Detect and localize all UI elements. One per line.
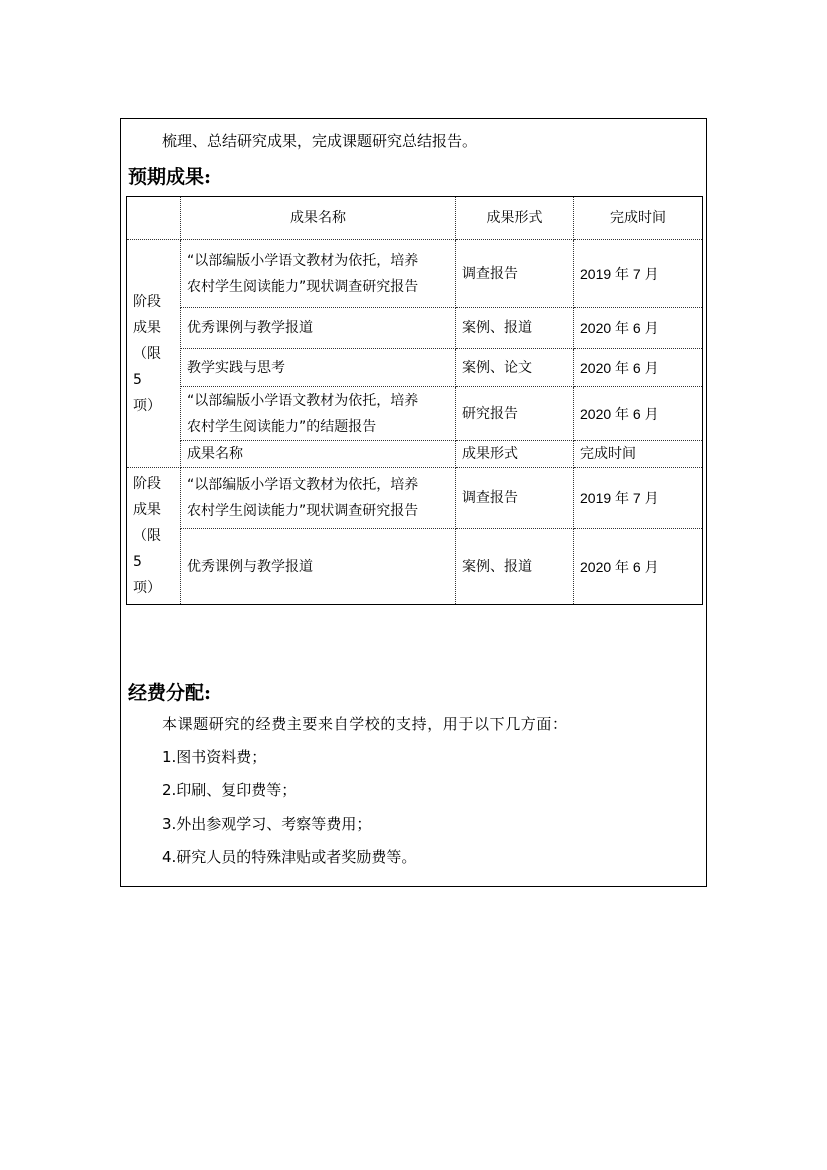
subheader-time: 完成时间 bbox=[574, 441, 703, 468]
header-name: 成果名称 bbox=[181, 197, 456, 240]
funding-item: 3.外出参观学习、考察等费用； bbox=[162, 815, 372, 833]
funding-item: 2.印刷、复印费等； bbox=[162, 781, 297, 799]
table-row bbox=[127, 349, 703, 387]
expected-results-heading: 预期成果: bbox=[128, 166, 212, 188]
result-time: 2019 年 7 月 bbox=[574, 468, 703, 529]
intro-text: 梳理、总结研究成果，完成课题研究总结报告。 bbox=[162, 132, 478, 150]
result-form: 案例、报道 bbox=[456, 529, 574, 605]
header-time: 完成时间 bbox=[574, 197, 703, 240]
result-time: 2019 年 7 月 bbox=[574, 240, 703, 308]
table-header-row bbox=[127, 197, 703, 240]
result-form: 调查报告 bbox=[456, 468, 574, 529]
results-table bbox=[126, 196, 703, 605]
result-name: “以部编版小学语文教材为依托，培养 农村学生阅读能力”现状调查研究报告 bbox=[181, 240, 456, 308]
result-form: 案例、论文 bbox=[456, 349, 574, 387]
table-row bbox=[127, 308, 703, 349]
result-time: 2020 年 6 月 bbox=[574, 308, 703, 349]
subheader-form: 成果形式 bbox=[456, 441, 574, 468]
table-row bbox=[127, 468, 703, 529]
result-form: 研究报告 bbox=[456, 387, 574, 441]
result-time: 2020 年 6 月 bbox=[574, 529, 703, 605]
funding-intro: 本课题研究的经费主要来自学校的支持，用于以下几方面： bbox=[162, 715, 568, 733]
table-row bbox=[127, 529, 703, 605]
header-blank-cell bbox=[127, 197, 181, 240]
stage-label: 阶段 成果 （限 5 项） bbox=[127, 468, 181, 605]
stage-label: 阶段 成果 （限 5 项） bbox=[127, 240, 181, 468]
subheader-name: 成果名称 bbox=[181, 441, 456, 468]
result-time: 2020 年 6 月 bbox=[574, 349, 703, 387]
result-name: 优秀课例与教学报道 bbox=[181, 529, 456, 605]
result-form: 调查报告 bbox=[456, 240, 574, 308]
funding-item: 4.研究人员的特殊津贴或者奖励费等。 bbox=[162, 848, 417, 866]
result-form: 案例、报道 bbox=[456, 308, 574, 349]
result-name: 教学实践与思考 bbox=[181, 349, 456, 387]
result-name: “以部编版小学语文教材为依托，培养 农村学生阅读能力”现状调查研究报告 bbox=[181, 468, 456, 529]
funding-heading: 经费分配: bbox=[128, 682, 212, 704]
result-name: “以部编版小学语文教材为依托，培养 农村学生阅读能力”的结题报告 bbox=[181, 387, 456, 441]
header-form: 成果形式 bbox=[456, 197, 574, 240]
result-time: 2020 年 6 月 bbox=[574, 387, 703, 441]
funding-item: 1.图书资料费； bbox=[162, 748, 267, 766]
table-row bbox=[127, 240, 703, 308]
table-row bbox=[127, 387, 703, 441]
result-name: 优秀课例与教学报道 bbox=[181, 308, 456, 349]
table-subheader-row bbox=[127, 441, 703, 468]
